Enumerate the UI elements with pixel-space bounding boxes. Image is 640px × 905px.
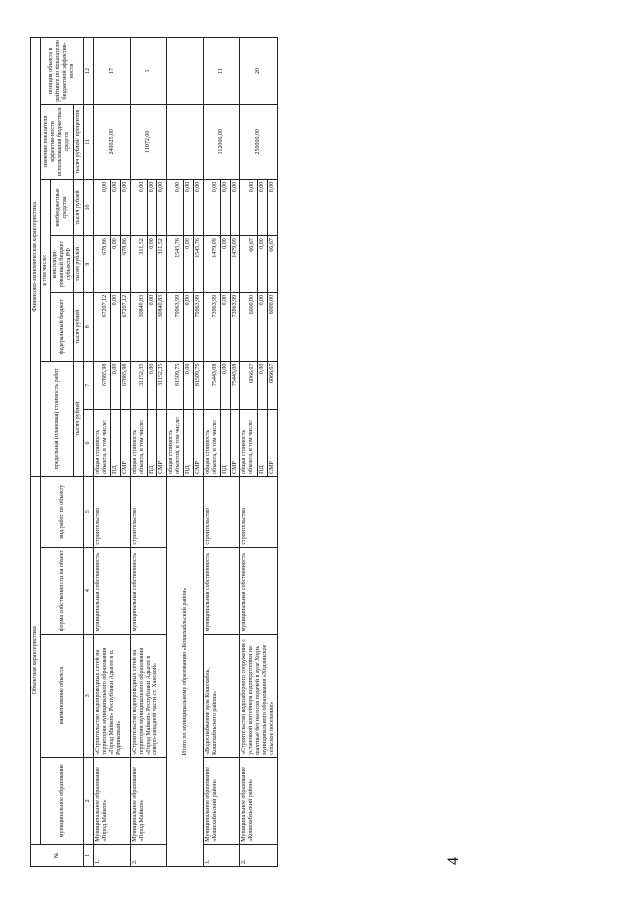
- line-federal: 67207,12: [120, 292, 130, 361]
- header-unit-indicator: тысяч рублей/ процентов: [74, 104, 84, 179]
- line-federal: 0,00: [111, 292, 121, 361]
- col-number: 4: [84, 547, 94, 634]
- header-unit: тысяч рублей: [74, 292, 84, 361]
- line-consolidated: 311,52: [157, 236, 167, 293]
- header-indicator: значение показателя эффектив-ности использования бюджетных средств: [40, 104, 74, 179]
- row-ownership: муниципальная собственность: [130, 547, 167, 634]
- line-label: общая стоимость объектов, в том числе:: [167, 410, 184, 477]
- row-num: 2.: [130, 844, 167, 866]
- line-consolidated: 1545,76: [167, 236, 184, 293]
- row-indicator: 250000,00: [240, 104, 277, 179]
- row-position: 11: [203, 38, 240, 105]
- row-num: 2.: [240, 844, 277, 866]
- line-offbudget: 0,00: [267, 179, 277, 236]
- row-work-type: строительство: [240, 476, 277, 547]
- line-consolidated: 0,00: [257, 236, 267, 293]
- line-label: ПД: [184, 410, 194, 477]
- line-consolidated: 1545,76: [194, 236, 204, 293]
- line-total: 31152,35: [157, 361, 167, 410]
- line-federal: 73963,99: [230, 292, 240, 361]
- row-work-type: строительство: [130, 476, 167, 547]
- line-consolidated: 0,00: [147, 236, 157, 293]
- line-label: ПД: [111, 410, 121, 477]
- line-offbudget: 0,00: [147, 179, 157, 236]
- line-total: 81509,75: [167, 361, 184, 410]
- line-label: СМР: [267, 410, 277, 477]
- row-ownership: муниципальная собственность: [203, 547, 240, 634]
- header-ownership: форма собственности на объект: [40, 547, 83, 634]
- header-consolidated: консолиди-рованный бюджет субъекта РФ: [50, 236, 74, 293]
- row-object-name: «Строительство водопроводных сетей на территории муниципального образования «Город Майкоп» Республики Адыгея в п. Родниковый»: [94, 634, 131, 757]
- line-consolidated: 66,67: [240, 236, 257, 293]
- header-unit: тысяч рублей: [74, 361, 84, 476]
- line-label: СМР: [230, 410, 240, 477]
- line-offbudget: 0,00: [111, 179, 121, 236]
- subtotal-label: Итого по муниципальному образованию «Кошехабльский район»: [167, 476, 204, 866]
- line-consolidated: 1479,09: [230, 236, 240, 293]
- header-num: №: [31, 844, 84, 866]
- line-consolidated: 66,67: [267, 236, 277, 293]
- line-federal: 79963,99: [167, 292, 184, 361]
- line-federal: 30840,83: [157, 292, 167, 361]
- col-number: 11: [84, 104, 94, 179]
- line-total: 6066,67: [240, 361, 257, 410]
- line-federal: 0,00: [257, 292, 267, 361]
- investment-objects-table: [30, 37, 278, 867]
- line-label: СМР: [194, 410, 204, 477]
- line-label: ПД: [257, 410, 267, 477]
- row-position: 1: [130, 38, 167, 105]
- header-federal: федеральный бюджет: [50, 292, 74, 361]
- line-total: 31152,35: [130, 361, 147, 410]
- line-label: ПД: [147, 410, 157, 477]
- line-offbudget: 0,00: [240, 179, 257, 236]
- col-number: 10: [84, 179, 94, 236]
- col-number: 1: [84, 844, 94, 866]
- page-number: 4: [445, 857, 462, 865]
- header-work-type: вид работ по объекту: [40, 476, 83, 547]
- col-number: 7: [84, 361, 94, 410]
- line-federal: 0,00: [184, 292, 194, 361]
- header-offbudget: внебюджетные средства: [50, 179, 74, 236]
- line-federal: 73963,99: [203, 292, 220, 361]
- header-unit: тысяч рублей: [74, 236, 84, 293]
- line-consolidated: 311,52: [130, 236, 147, 293]
- line-total: 0,00: [184, 361, 194, 410]
- header-municipality: муниципальное образование: [40, 757, 83, 844]
- row-num: 1.: [94, 844, 131, 866]
- line-federal: 30840,83: [130, 292, 147, 361]
- line-federal: 79963,99: [194, 292, 204, 361]
- empty-cell: [167, 104, 204, 179]
- header-object-name: наименование объекта: [40, 634, 83, 757]
- col-number: 9: [84, 236, 94, 293]
- line-total: 75443,08: [203, 361, 220, 410]
- line-offbudget: 0,00: [94, 179, 111, 236]
- row-num: 1.: [203, 844, 240, 866]
- line-label: общая стоимость объекта, в том числе:: [240, 410, 257, 477]
- line-label: СМР: [157, 410, 167, 477]
- row-indicator: 11072,00: [130, 104, 167, 179]
- line-total: 81509,75: [194, 361, 204, 410]
- col-number: 6: [84, 410, 94, 477]
- line-offbudget: 0,00: [157, 179, 167, 236]
- line-consolidated: 0,00: [111, 236, 121, 293]
- line-consolidated: 0,00: [184, 236, 194, 293]
- line-total: 75443,08: [230, 361, 240, 410]
- header-cost: предельная (плановая) стоимость работ: [40, 361, 74, 476]
- row-object-name: «Водоснабжение аула Кошехабль, Кошехабльского района»: [203, 634, 240, 757]
- header-finance-group: Финансово-экономическая характеристика: [31, 38, 41, 477]
- table-row: [94, 38, 111, 867]
- header-object-group: Объектная характеристика: [31, 476, 41, 844]
- header-position: позиция объекта в рейтинге по показателю бюджетной эффектив-ности: [40, 38, 83, 105]
- line-offbudget: 0,00: [194, 179, 204, 236]
- line-total: 67885,98: [94, 361, 111, 410]
- row-object-name: «Строительство водозаборного сооружения с установкой контейнера водоподготовки на шахтные без насосов подачей в ауле Ходзь муниципального образования «Ходзинское сельское поселение»: [240, 634, 277, 757]
- line-label: общая стоимость объекта, в том числе:: [203, 410, 220, 477]
- line-label: СМР: [120, 410, 130, 477]
- row-municipality: Муниципальное образование «Город Майкоп»: [130, 757, 167, 844]
- line-offbudget: 0,00: [230, 179, 240, 236]
- row-municipality: Муниципальное образование «Город Майкоп»: [94, 757, 131, 844]
- row-work-type: строительство: [94, 476, 131, 547]
- line-federal: 0,00: [147, 292, 157, 361]
- row-position: 20: [240, 38, 277, 105]
- line-offbudget: 0,00: [203, 179, 220, 236]
- line-offbudget: 0,00: [220, 179, 230, 236]
- line-offbudget: 0,00: [167, 179, 184, 236]
- row-indicator: 240025,00: [94, 104, 131, 179]
- line-federal: 0,00: [220, 292, 230, 361]
- line-total: 0,00: [220, 361, 230, 410]
- col-number: 5: [84, 476, 94, 547]
- line-label: общая стоимость объекта, в том числе:: [130, 410, 147, 477]
- col-number: 3: [84, 634, 94, 757]
- table-row: [130, 38, 147, 867]
- line-offbudget: 0,00: [130, 179, 147, 236]
- col-number: 8: [84, 292, 94, 361]
- line-total: 0,00: [257, 361, 267, 410]
- header-unit: тысяч рублей: [74, 179, 84, 236]
- line-total: 67885,98: [120, 361, 130, 410]
- table-row: [203, 38, 220, 867]
- line-federal: 6000,00: [240, 292, 257, 361]
- subtotal-row: [167, 38, 184, 867]
- line-consolidated: 1479,09: [203, 236, 220, 293]
- col-number: 2: [84, 757, 94, 844]
- row-position: 17: [94, 38, 131, 105]
- line-consolidated: 0,00: [220, 236, 230, 293]
- row-ownership: муниципальная собственность: [94, 547, 131, 634]
- header-including: в том числе:: [40, 179, 50, 361]
- line-total: 6066,67: [267, 361, 277, 410]
- row-municipality: Муниципальное образование «Кошехабльский район»: [240, 757, 277, 844]
- table-row: [240, 38, 257, 867]
- line-total: 0,00: [111, 361, 121, 410]
- line-offbudget: 0,00: [257, 179, 267, 236]
- empty-cell: [167, 38, 204, 105]
- col-number: 12: [84, 38, 94, 105]
- row-indicator: 112066,00: [203, 104, 240, 179]
- line-label: общая стоимость объекта, в том числе:: [94, 410, 111, 477]
- row-ownership: муниципальная собственность: [240, 547, 277, 634]
- line-consolidated: 678,86: [120, 236, 130, 293]
- line-total: 0,00: [147, 361, 157, 410]
- line-offbudget: 0,00: [120, 179, 130, 236]
- line-federal: 67207,12: [94, 292, 111, 361]
- row-municipality: Муниципальное образование «Кошехабльский район»: [203, 757, 240, 844]
- row-work-type: строительство: [203, 476, 240, 547]
- line-consolidated: 678,86: [94, 236, 111, 293]
- line-federal: 6000,00: [267, 292, 277, 361]
- line-label: ПД: [220, 410, 230, 477]
- line-offbudget: 0,00: [184, 179, 194, 236]
- row-object-name: «Строительство водопроводных сетей на территории муниципального образования «Город Майкоп» Республики Адыгея в северо-западной части ст. Ханской»: [130, 634, 167, 757]
